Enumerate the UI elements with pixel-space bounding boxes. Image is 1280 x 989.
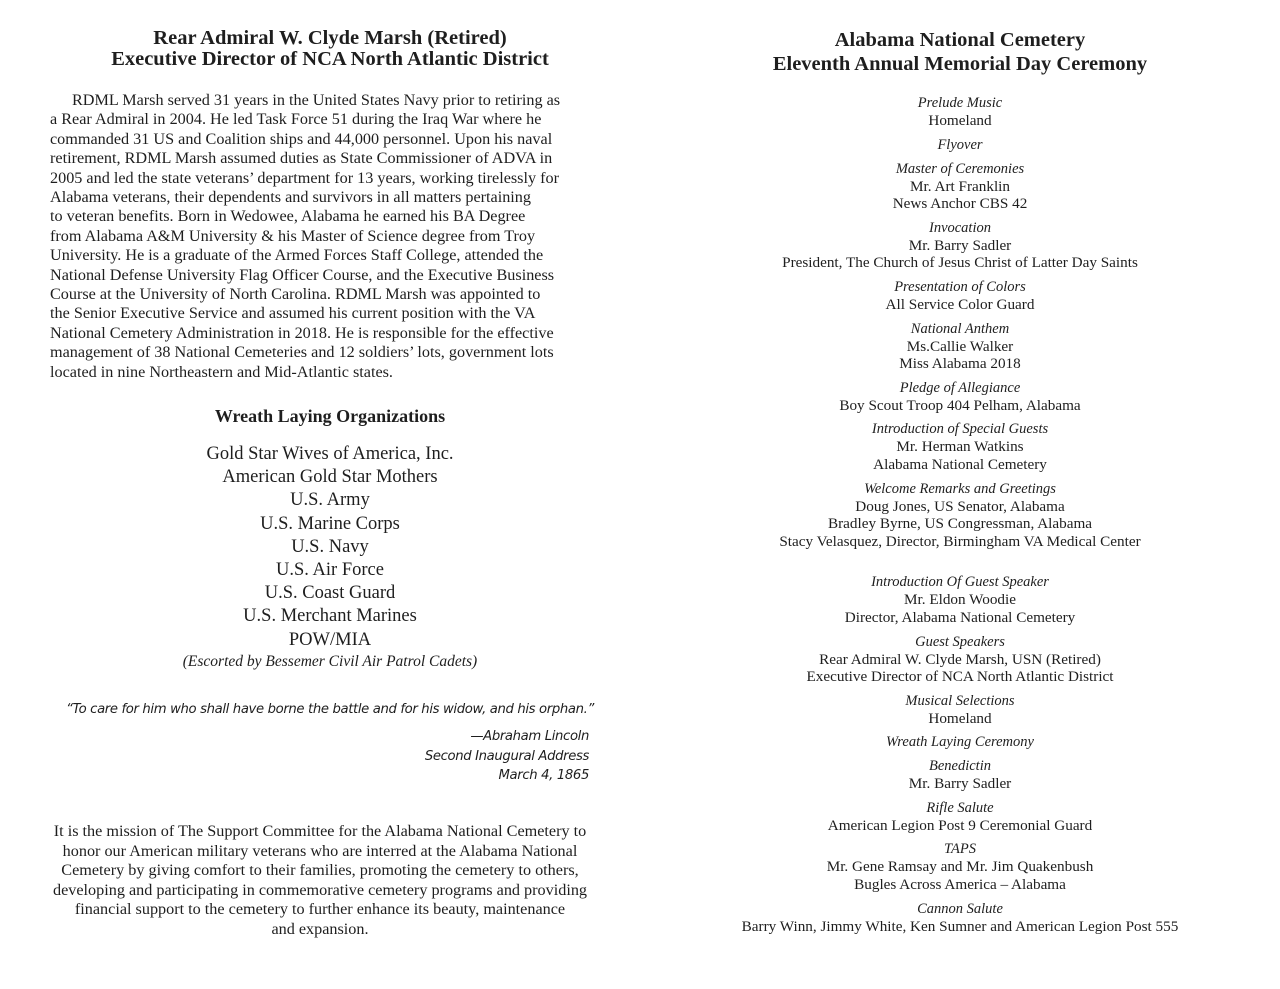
program-role: Wreath Laying Ceremony xyxy=(886,734,1034,751)
program-item xyxy=(700,841,1220,893)
program-role: Invocation xyxy=(928,219,991,236)
wreath-organization: U.S. Marine Corps xyxy=(260,513,400,534)
mission-line: It is the mission of The Support Committee for the Alabama National Cemetery to xyxy=(53,822,587,840)
bio-line: 2005 and led the state veterans’ department for 13 years, working tirelessly for xyxy=(50,168,559,187)
program-role: Guest Speakers xyxy=(915,633,1005,650)
wreath-organization: U.S. Coast Guard xyxy=(264,583,396,604)
program-role: Introduction Of Guest Speaker xyxy=(871,574,1049,591)
program-item xyxy=(700,137,1220,154)
program-item xyxy=(700,693,1220,728)
bio-line: commanded 31 US and Coalition ships and 44,000 personnel. Upon his naval xyxy=(50,129,553,148)
program-participant: Barry Winn, Jimmy White, Ken Sumner and American Legion Post 555 xyxy=(741,917,1179,935)
wreath-organization-list xyxy=(0,443,660,652)
program-role: Musical Selections xyxy=(905,692,1015,709)
wreath-organization: U.S. Merchant Marines xyxy=(243,606,417,627)
program-role: Flyover xyxy=(937,136,983,153)
program-title-line-1: Alabama National Cemetery xyxy=(834,29,1086,51)
bio-title-line-1: Rear Admiral W. Clyde Marsh (Retired) xyxy=(153,27,507,49)
program-role: Pledge of Allegiance xyxy=(899,379,1021,396)
program-role: Master of Ceremonies xyxy=(895,160,1025,177)
program-participant: Boy Scout Troop 404 Pelham, Alabama xyxy=(839,396,1081,414)
program-item xyxy=(700,380,1220,415)
quote-source: Second Inaugural Address xyxy=(424,748,589,764)
program-participant: Homeland xyxy=(928,709,992,727)
program-participant: Ms.Callie Walker xyxy=(906,337,1014,355)
program-item xyxy=(700,758,1220,793)
bio-line: to veteran benefits. Born in Wedowee, Alabama he earned his BA Degree xyxy=(50,207,526,226)
bio-line: Alabama veterans, their dependents and survivors in all matters pertaining xyxy=(50,188,531,207)
wreath-organization: U.S. Army xyxy=(290,490,370,511)
bio-line: a Rear Admiral in 2004. He led Task Force 51 during the Iraq War where he xyxy=(50,110,542,129)
program-item xyxy=(700,421,1220,473)
wreath-organization: Gold Star Wives of America, Inc. xyxy=(206,444,454,464)
wreath-section-title: Wreath Laying Organizations xyxy=(214,406,446,426)
program-item xyxy=(700,574,1220,626)
program-participant: Executive Director of NCA North Atlantic District xyxy=(806,668,1114,686)
program-role: National Anthem xyxy=(910,320,1010,337)
quote-attribution xyxy=(300,727,589,786)
program-item xyxy=(700,279,1220,314)
program-participant: Mr. Eldon Woodie xyxy=(904,591,1016,609)
mission-line: developing and participating in commemorative cemetery programs and providing xyxy=(52,880,588,899)
bio-line: Course at the University of North Carolina. RDML Marsh was appointed to xyxy=(50,285,541,304)
program-item xyxy=(700,634,1220,686)
mission-line: financial support to the cemetery to further enhance its beauty, maintenance xyxy=(74,900,566,918)
program-role: Cannon Salute xyxy=(917,900,1003,917)
program-participant: All Service Color Guard xyxy=(885,295,1035,313)
program-participant: Mr. Barry Sadler xyxy=(908,775,1012,793)
program-participant: President, The Church of Jesus Christ of Latter Day Saints xyxy=(782,254,1138,272)
program-participant: Mr. Barry Sadler xyxy=(908,236,1012,254)
program-role: Benedictin xyxy=(928,758,991,775)
bio-line: management of 38 National Cemeteries and 12 soldiers’ lots, government lots xyxy=(50,343,554,362)
program-participant: Bugles Across America – Alabama xyxy=(854,876,1066,894)
program-participant: Alabama National Cemetery xyxy=(873,455,1047,473)
ceremony-program xyxy=(700,95,1220,942)
program-item xyxy=(700,220,1220,272)
program-participant: Mr. Herman Watkins xyxy=(896,438,1024,456)
program-item xyxy=(700,901,1220,936)
bio-line: National Defense University Flag Officer Course, and the Executive Business xyxy=(50,265,555,284)
program-item xyxy=(700,734,1220,751)
bio-title xyxy=(0,28,660,70)
mission-statement xyxy=(20,822,620,939)
program-participant: Director, Alabama National Cemetery xyxy=(844,608,1076,626)
bio-line: located in nine Northeastern and Mid-Atlantic states. xyxy=(50,362,393,381)
wreath-organization: American Gold Star Mothers xyxy=(222,467,438,488)
wreath-organization: U.S. Air Force xyxy=(276,560,384,581)
program-participant: Rear Admiral W. Clyde Marsh, USN (Retired) xyxy=(819,650,1101,668)
wreath-organization: POW/MIA xyxy=(288,629,372,650)
program-participant: Miss Alabama 2018 xyxy=(899,355,1021,373)
wreath-organization: U.S. Navy xyxy=(291,536,369,557)
program-role: Rifle Salute xyxy=(926,799,994,816)
bio-title-line-2: Executive Director of NCA North Atlantic District xyxy=(111,48,549,70)
bio-line: University. He is a graduate of the Armed Forces Staff College, attended the xyxy=(50,246,544,265)
bio-line: retirement, RDML Marsh assumed duties as State Commissioner of ADVA in xyxy=(50,149,553,168)
program-participant: Stacy Velasquez, Director, Birmingham VA Medical Center xyxy=(779,532,1141,550)
program-role: Welcome Remarks and Greetings xyxy=(864,480,1056,497)
mission-line: honor our American military veterans who are interred at the Alabama National xyxy=(62,841,578,860)
program-participant: Doug Jones, US Senator, Alabama xyxy=(855,497,1065,515)
program-role: TAPS xyxy=(944,841,976,858)
bio-paragraph xyxy=(50,91,610,382)
bio-line: the Senior Executive Service and assumed his current position with the VA xyxy=(50,304,536,323)
program-item xyxy=(700,321,1220,373)
program-title xyxy=(700,28,1220,76)
mission-line: and expansion. xyxy=(271,919,369,938)
bio-line: National Cemetery Administration in 2018. He is responsible for the effective xyxy=(50,323,554,342)
quote-author: —Abraham Lincoln xyxy=(470,729,589,744)
mission-line: Cemetery by giving comfort to their families, promoting the cemetery to others, xyxy=(61,861,579,879)
program-role: Introduction of Special Guests xyxy=(871,421,1049,438)
program-participant: Homeland xyxy=(928,112,992,129)
program-item xyxy=(700,800,1220,835)
bio-line: from Alabama A&M University & his Master of Science degree from Troy xyxy=(50,226,536,245)
program-participant: American Legion Post 9 Ceremonial Guard xyxy=(827,816,1093,834)
program-participant: Mr. Art Franklin xyxy=(910,177,1010,195)
program-item xyxy=(700,481,1220,551)
bio-line: RDML Marsh served 31 years in the United States Navy prior to retiring as xyxy=(72,91,561,109)
program-participant: News Anchor CBS 42 xyxy=(892,195,1028,213)
quote-date: March 4, 1865 xyxy=(498,768,589,783)
program-role: Prelude Music xyxy=(917,95,1003,111)
lincoln-quote: “To care for him who shall have borne the battle and for his widow, and his orphan.” xyxy=(66,702,594,717)
program-role: Presentation of Colors xyxy=(894,278,1026,295)
program-participant: Mr. Gene Ramsay and Mr. Jim Quakenbush xyxy=(826,858,1094,876)
wreath-escort-note: (Escorted by Bessemer Civil Air Patrol Cadets) xyxy=(182,653,478,670)
program-item xyxy=(700,161,1220,213)
program-item xyxy=(700,95,1220,130)
program-title-line-2: Eleventh Annual Memorial Day Ceremony xyxy=(772,53,1148,75)
program-participant: Bradley Byrne, US Congressman, Alabama xyxy=(827,515,1093,533)
